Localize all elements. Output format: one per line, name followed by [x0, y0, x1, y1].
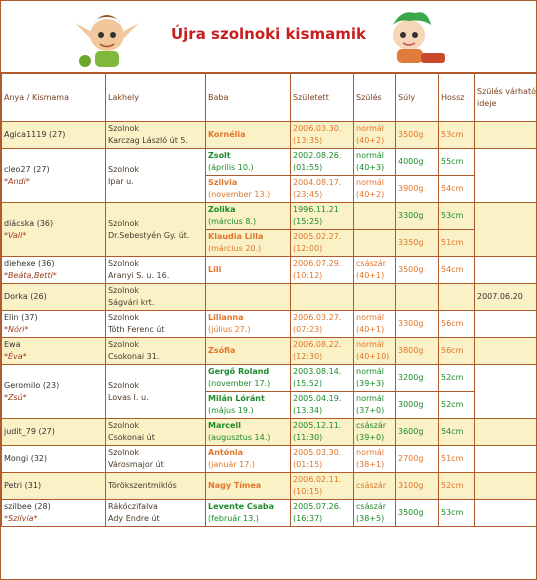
mother-nick: *Nóri*	[4, 325, 29, 334]
birth-date: 2005.03.30.	[293, 448, 342, 457]
mother-cell	[2, 500, 106, 527]
birth-date: 1996.11.21	[293, 205, 339, 214]
weight-cell: 4000g	[396, 149, 439, 176]
mother-nick: *Éva*	[4, 352, 27, 361]
baby-cell	[206, 446, 291, 473]
birthdate-cell	[291, 338, 354, 365]
mother-cell	[2, 446, 106, 473]
baby-nameday: (február 13.)	[208, 514, 259, 523]
birth-date: 2004.08.17.	[293, 178, 342, 187]
location-street: Ságvári krt.	[108, 298, 155, 307]
birth-type-cell	[354, 230, 396, 257]
location-street: Tóth Ferenc út	[108, 325, 165, 334]
birth-week: (40+1)	[356, 271, 385, 280]
location-street: Csokonai 31.	[108, 352, 160, 361]
location-cell	[106, 257, 206, 284]
birth-week: (38+5)	[356, 514, 385, 523]
birth-type-cell	[354, 284, 396, 311]
mother-line	[4, 258, 103, 270]
location-cell	[106, 473, 206, 500]
birth-time: (11:30)	[293, 433, 323, 442]
baby-cell	[206, 311, 291, 338]
baby-cell	[206, 203, 291, 230]
length-cell: 51cm	[439, 230, 475, 257]
weight-cell: 3500g	[396, 257, 439, 284]
length-cell: 52cm	[439, 392, 475, 419]
mother-name: judit_79	[4, 427, 36, 436]
mother-line	[4, 426, 103, 438]
mother-name: diácska	[4, 218, 35, 228]
mother-name: szilbee	[4, 502, 32, 511]
mother-line	[4, 218, 103, 230]
baby-nameday: (november 13.)	[208, 190, 271, 199]
baby-cell	[206, 122, 291, 149]
location-city: Szolnok	[108, 421, 139, 430]
weight-cell: 3300g	[396, 311, 439, 338]
mother-line	[4, 380, 103, 392]
baby-name: Klaudia Lilla	[208, 232, 264, 241]
location-city: Szolnok	[108, 164, 139, 174]
birth-type: normál	[356, 340, 385, 349]
length-cell: 54cm	[439, 176, 475, 203]
mother-age: (27)	[33, 164, 50, 174]
expected-date-cell	[475, 473, 537, 500]
table-row	[2, 446, 537, 473]
birth-type-cell	[354, 446, 396, 473]
birth-date: 2005.07.26.	[293, 502, 342, 511]
table-row	[2, 203, 537, 230]
mother-line	[4, 453, 103, 465]
birth-type: normál	[356, 313, 385, 322]
location-city: Szolnok	[108, 259, 139, 268]
birth-date: 2006.02.11.	[293, 475, 342, 484]
birth-type-cell	[354, 365, 396, 392]
birth-week: (40+1)	[356, 325, 385, 334]
mother-age: (26)	[30, 292, 47, 301]
mother-age: (31)	[24, 481, 42, 490]
column-header: Szülés várható ideje	[475, 74, 537, 122]
table-row	[2, 500, 537, 527]
birthdate-cell	[291, 176, 354, 203]
baby-nameday: (március 8.)	[208, 217, 257, 226]
mother-age: (36)	[36, 218, 54, 228]
weight-cell: 3200g	[396, 365, 439, 392]
birth-date: 2006.03.27.	[293, 313, 342, 322]
birthdate-cell	[291, 284, 354, 311]
mother-cell	[2, 365, 106, 419]
birth-date: 2006.07.29.	[293, 259, 342, 268]
birth-type-cell	[354, 122, 396, 149]
expected-date-cell: 2007.06.20	[475, 284, 537, 311]
baby-cell	[206, 230, 291, 257]
mother-cell	[2, 473, 106, 500]
baby-name: Lili	[208, 265, 222, 274]
location-cell	[106, 338, 206, 365]
length-cell: 51cm	[439, 446, 475, 473]
baby-cell	[206, 365, 291, 392]
birth-date: 2005.12.11.	[293, 421, 342, 430]
birthdate-cell	[291, 230, 354, 257]
expected-date-cell	[475, 500, 537, 527]
column-header: Lakhely	[106, 74, 206, 122]
birth-type-cell	[354, 149, 396, 176]
birth-type: normál	[356, 367, 385, 376]
table-row	[2, 284, 537, 311]
birth-week: (37+0)	[356, 406, 385, 415]
mother-cell	[2, 257, 106, 284]
birth-type: normál	[356, 448, 385, 457]
birth-type-cell	[354, 338, 396, 365]
column-header: Anya / Kismama	[2, 74, 106, 122]
birth-time: (12:00)	[293, 244, 323, 253]
baby-cell	[206, 257, 291, 284]
elf-girl-illustration	[379, 5, 449, 71]
birth-date: 2005.02.27.	[293, 232, 342, 241]
birth-date: 2006.08.22.	[293, 340, 342, 349]
weight-cell: 3350g	[396, 230, 439, 257]
birth-type: császár	[356, 481, 387, 490]
baby-name: Zolika	[208, 205, 236, 214]
birth-week: (39+0)	[356, 433, 385, 442]
mother-name: Geromilo	[4, 380, 41, 390]
mother-nick: *Szilvia*	[4, 514, 38, 523]
birth-week: (39+3)	[356, 379, 385, 388]
location-city: Szolnok	[108, 380, 139, 390]
mother-line	[4, 291, 103, 303]
location-city: Szolnok	[108, 340, 139, 349]
birth-time: (07:23)	[293, 325, 323, 334]
mother-cell	[2, 419, 106, 446]
mother-age: (32)	[30, 454, 48, 463]
weight-cell: 3500g	[396, 122, 439, 149]
birth-week: (40+10)	[356, 352, 390, 361]
baby-name: Szilvia	[208, 178, 238, 187]
table-row	[2, 311, 537, 338]
birth-time: (13.34)	[293, 406, 323, 415]
location-cell	[106, 149, 206, 203]
location-city: Szolnok	[108, 124, 139, 133]
location-city: Szolnok	[108, 313, 139, 322]
baby-cell	[206, 338, 291, 365]
birthdate-cell	[291, 500, 354, 527]
column-header: Súly	[396, 74, 439, 122]
mother-name: Petri	[4, 481, 23, 490]
mother-line	[4, 339, 103, 351]
location-street: Lovas I. u.	[108, 392, 149, 402]
birth-type-cell	[354, 176, 396, 203]
birthdate-cell	[291, 365, 354, 392]
baby-name: Antónia	[208, 448, 244, 457]
birth-week: (40+2)	[356, 190, 385, 199]
mother-age: (27)	[38, 427, 55, 436]
birth-type: normál	[356, 124, 385, 133]
page-header	[1, 1, 536, 73]
location-cell	[106, 365, 206, 419]
column-header: Szülés	[354, 74, 396, 122]
birth-time: (13:35)	[293, 136, 323, 145]
birth-type-cell	[354, 392, 396, 419]
birthdate-cell	[291, 149, 354, 176]
birthdate-cell	[291, 311, 354, 338]
mother-cell	[2, 284, 106, 311]
birth-time: (12:30)	[293, 352, 323, 361]
weight-cell: 3500g	[396, 500, 439, 527]
mother-name: Elin	[4, 313, 19, 322]
baby-cell	[206, 392, 291, 419]
birth-type-cell	[354, 419, 396, 446]
location-street: Karczag László út 5.	[108, 136, 189, 145]
mother-nick: *Vali*	[4, 230, 27, 240]
birthdate-cell	[291, 203, 354, 230]
table-row	[2, 473, 537, 500]
birth-type: császár	[356, 421, 387, 430]
length-cell: 55cm	[439, 149, 475, 176]
birth-type: normál	[356, 151, 385, 160]
table-body	[2, 122, 537, 527]
birth-type-cell	[354, 257, 396, 284]
baby-nameday: (július 27.)	[208, 325, 251, 334]
weight-cell: 3900g	[396, 176, 439, 203]
location-city: Szolnok	[108, 448, 139, 457]
expected-date-cell	[475, 338, 537, 365]
table-row	[2, 419, 537, 446]
baby-nameday: (november 17.)	[208, 379, 271, 388]
birth-time: (01:15)	[293, 460, 323, 469]
location-cell	[106, 419, 206, 446]
baby-name: Nagy Tímea	[208, 481, 262, 490]
baby-name: Milán Lóránt	[208, 394, 265, 403]
table-row	[2, 257, 537, 284]
location-cell	[106, 500, 206, 527]
column-header: Baba	[206, 74, 291, 122]
mother-cell	[2, 338, 106, 365]
expected-date-cell	[475, 122, 537, 149]
baby-name: Levente Csaba	[208, 502, 275, 511]
weight-cell: 3000g	[396, 392, 439, 419]
location-cell	[106, 311, 206, 338]
mother-cell	[2, 122, 106, 149]
mother-nick: *Zsú*	[4, 392, 27, 402]
baby-cell	[206, 284, 291, 311]
weight-cell: 3300g	[396, 203, 439, 230]
length-cell: 53cm	[439, 122, 475, 149]
location-city: Törökszentmiklós	[108, 481, 177, 490]
location-cell	[106, 122, 206, 149]
location-street: Ipar u.	[108, 176, 134, 186]
mother-cell	[2, 311, 106, 338]
table-header-row	[2, 74, 537, 122]
baby-cell	[206, 149, 291, 176]
location-city: Rákóczifalva	[108, 502, 158, 511]
location-city: Szolnok	[108, 218, 139, 228]
birth-time: (16:37)	[293, 514, 323, 523]
location-cell	[106, 446, 206, 473]
baby-nameday: (március 20.)	[208, 244, 262, 253]
page-title: Újra szolnoki kismamik	[170, 25, 367, 43]
baby-cell	[206, 419, 291, 446]
birth-date: 2006.03.30.	[293, 124, 342, 133]
length-cell: 54cm	[439, 257, 475, 284]
weight-cell: 2700g	[396, 446, 439, 473]
column-header: Született	[291, 74, 354, 122]
birth-type-cell	[354, 311, 396, 338]
weight-cell: 3100g	[396, 473, 439, 500]
location-cell	[106, 203, 206, 257]
birth-week: (38+1)	[356, 460, 385, 469]
mother-age: (36)	[38, 259, 55, 268]
table-row	[2, 122, 537, 149]
birth-type-cell	[354, 473, 396, 500]
birth-week: (40+3)	[356, 163, 385, 172]
mother-name: Mongi	[4, 454, 29, 463]
mother-name: Ewa	[4, 340, 21, 349]
length-cell: 52cm	[439, 365, 475, 392]
location-city: Szolnok	[108, 286, 139, 295]
column-header: Hossz	[439, 74, 475, 122]
mother-age: (37)	[21, 313, 38, 322]
baby-name: Lilianna	[208, 313, 244, 322]
location-street: Csokonai út	[108, 433, 155, 442]
length-cell: 53cm	[439, 500, 475, 527]
weight-cell: 3600g	[396, 419, 439, 446]
birthdate-cell	[291, 419, 354, 446]
expected-date-cell	[475, 203, 537, 257]
birth-time: (15.52)	[293, 379, 323, 388]
mother-name: Dorka	[4, 292, 28, 301]
mother-line	[4, 501, 103, 513]
birth-type: császár	[356, 502, 387, 511]
baby-nameday: (május 19.)	[208, 406, 254, 415]
mother-name: cleo27	[4, 164, 31, 174]
baby-nameday: (április 10.)	[208, 163, 254, 172]
location-cell	[106, 284, 206, 311]
baby-cell	[206, 500, 291, 527]
baby-cell	[206, 473, 291, 500]
location-street: Dr.Sebestyén Gy. út.	[108, 230, 190, 240]
location-street: Ady Endre út	[108, 514, 160, 523]
length-cell	[439, 284, 475, 311]
kismamik-table	[1, 73, 537, 527]
birth-type-cell	[354, 500, 396, 527]
location-street: Aranyi S. u. 16.	[108, 271, 170, 280]
baby-cell	[206, 176, 291, 203]
birth-time: (23:45)	[293, 190, 323, 199]
length-cell: 56cm	[439, 338, 475, 365]
mother-age: (27)	[48, 130, 66, 139]
mother-name: Agica1119	[4, 130, 47, 139]
mother-name: diehexe	[4, 259, 36, 268]
mother-age: (23)	[42, 380, 60, 390]
birth-week: (40+2)	[356, 136, 385, 145]
birth-date: 2002.08.26.	[293, 151, 342, 160]
mother-nick: *Beáta,Betti*	[4, 271, 57, 280]
weight-cell	[396, 284, 439, 311]
table-row	[2, 365, 537, 392]
table-row	[2, 149, 537, 176]
birth-time: (10:15)	[293, 487, 323, 496]
length-cell: 53cm	[439, 203, 475, 230]
mother-line	[4, 312, 103, 324]
birth-date: 2003.08.14.	[293, 367, 342, 376]
expected-date-cell	[475, 365, 537, 419]
birthdate-cell	[291, 122, 354, 149]
baby-nameday: (augusztus 14.)	[208, 433, 271, 442]
birth-type: normál	[356, 394, 385, 403]
birth-type: császár	[356, 259, 387, 268]
expected-date-cell	[475, 419, 537, 446]
mother-cell	[2, 203, 106, 257]
mother-age: (28)	[34, 502, 51, 511]
mother-line	[4, 164, 103, 176]
table-row	[2, 338, 537, 365]
birth-time: (10:12)	[293, 271, 323, 280]
weight-cell: 3800g	[396, 338, 439, 365]
baby-name: Zsolt	[208, 151, 231, 160]
birth-time: (15:25)	[293, 217, 323, 226]
birthdate-cell	[291, 392, 354, 419]
length-cell: 52cm	[439, 473, 475, 500]
expected-date-cell	[475, 149, 537, 203]
baby-name: Gergő Roland	[208, 367, 270, 376]
birth-date: 2005.04.19.	[293, 394, 342, 403]
location-street: Városmajor út	[108, 460, 164, 469]
length-cell: 54cm	[439, 419, 475, 446]
birth-type: normál	[356, 178, 385, 187]
expected-date-cell	[475, 446, 537, 473]
mother-cell	[2, 149, 106, 203]
birthdate-cell	[291, 257, 354, 284]
expected-date-cell	[475, 311, 537, 338]
length-cell: 56cm	[439, 311, 475, 338]
birthdate-cell	[291, 473, 354, 500]
mother-line	[4, 129, 103, 141]
birthdate-cell	[291, 446, 354, 473]
baby-name: Kornélia	[208, 130, 246, 139]
baby-nameday: (január 17.)	[208, 460, 255, 469]
expected-date-cell	[475, 257, 537, 284]
birth-time: (01:55)	[293, 163, 323, 172]
mother-nick: *Andi*	[4, 176, 30, 186]
birth-type-cell	[354, 203, 396, 230]
baby-name: Marcell	[208, 421, 241, 430]
mother-line	[4, 480, 103, 492]
baby-name: Zsófia	[208, 346, 236, 355]
